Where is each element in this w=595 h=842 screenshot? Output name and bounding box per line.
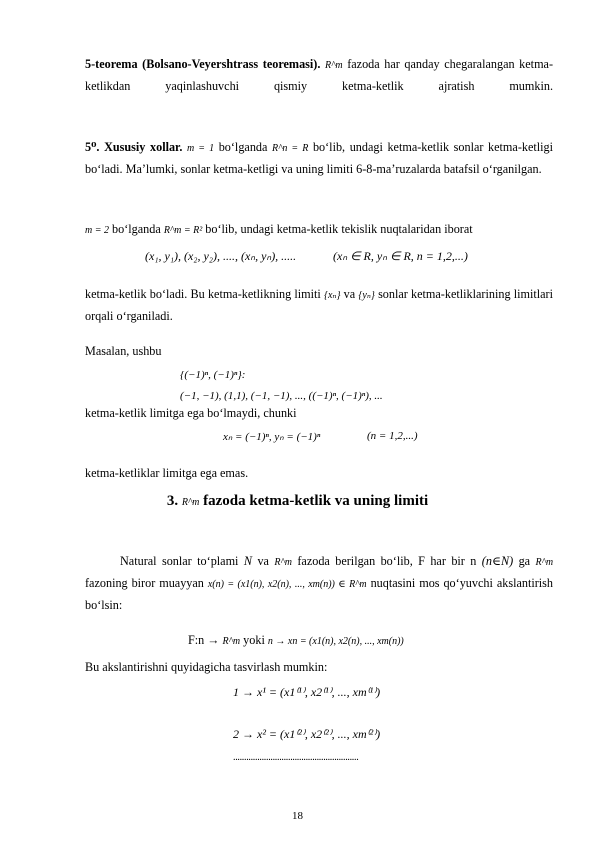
mapping-definition-paragraph (85, 551, 553, 617)
math-m-equals-1: m = 1 (187, 143, 215, 154)
formula-xn-yn: xₙ = (−1)ⁿ, yₙ = (−1)ⁿ (223, 431, 321, 443)
mapping-text-ga: ga (518, 554, 531, 568)
n-in-n: (n∈N) (481, 554, 514, 568)
formula-sequence-condition: (xₙ ∈ R, yₙ ∈ R, n = 1,2,...) (333, 249, 468, 263)
math-rm: R^m (325, 60, 343, 71)
special-cases-paragraph (85, 137, 553, 180)
formula-n-range: (n = 1,2,...) (367, 430, 418, 442)
mapping-text-1: Natural sonlar to‘plami (120, 554, 239, 568)
mapping-text-4: nuqtasini mos qo‘yuvchi akslantirish bo‘lsin: (85, 576, 554, 613)
m2-paragraph (85, 219, 553, 241)
special-cases-lead: 5⁰. Xususiy xollar. (85, 140, 183, 154)
mapping-n-to-xn: n → xn = (x1(n), x2(n), ..., xm(n)) (267, 636, 404, 647)
theorem-5-text: fazoda har qanday chegaralangan ketma-ketlikdan yaqinlashuvchi qismiy ketma-ketlik ajratish mumkin. (85, 57, 554, 94)
set-n: N (243, 554, 253, 568)
limit-paragraph (85, 284, 553, 327)
example-intro: Masalan, ushbu (85, 344, 162, 358)
math-rn-equals-r: R^n = R (272, 143, 309, 154)
no-limit-paragraph: ketma-ketlik limitga ega bo‘lmaydi, chunki (85, 406, 297, 420)
math-rm-equals-r2: R^m = R² (163, 225, 203, 236)
mapping-ellipsis: ......................................................... (233, 752, 359, 763)
special-cases-text: bo‘lib, undagi ketma-ketlik sonlar ketma-ketligi bo‘ladi. Ma’lumki, sonlar ketma-ketligi va uning limiti 6-8-ma’ruzalarda batafsil o‘rganilgan. (85, 140, 554, 177)
page-number: 18 (292, 810, 303, 822)
example-sequence-def: {(−1)ⁿ, (−1)ⁿ}: (180, 369, 246, 381)
text-bolganda: bo‘lganda (218, 140, 268, 154)
limit-text-2: sonlar ketma-ketliklarining limitlari orqali o‘rganiladi. (85, 287, 553, 324)
text-bolganda-2: bo‘lganda (112, 222, 161, 236)
section-math-rm: R^m (181, 497, 200, 508)
mapping-row-2: 2 → x² = (x1⁽²⁾, x2⁽²⁾, ..., xm⁽²⁾) (233, 727, 381, 741)
theorem-5-title: 5-teorema (Bolsano-Veyershtrass teoremasi). (85, 57, 321, 71)
mapping-text-3: fazoning biror muayyan (85, 576, 204, 591)
math-rm-1: R^m (274, 557, 292, 568)
no-limit-conclusion: ketma-ketliklar limitga ega emas. (85, 466, 249, 480)
math-rm-2: R^m (535, 557, 554, 568)
math-point-xn: x(n) = (x1(n), x2(n), ..., xm(n)) ∈ R^m (207, 579, 367, 591)
formula-point-sequence: (x₁, y₁), (x₂, y₂), ...., (xₙ, yₙ), ..... (145, 249, 297, 263)
section-heading (0, 493, 595, 510)
mapping-formula (188, 633, 404, 648)
math-xn: {xₙ} (323, 290, 341, 301)
mapping-row-1: 1 → x¹ = (x1⁽¹⁾, x2⁽¹⁾, ..., xm⁽¹⁾) (233, 685, 381, 699)
m2-text: bo‘lib, undagi ketma-ketlik tekislik nuqtalaridan iborat (205, 222, 473, 236)
theorem-5-paragraph (85, 54, 553, 97)
math-m-equals-2: m = 2 (85, 225, 109, 236)
mapping-text-2: fazoda berilgan bo‘lib, F har bir n (297, 554, 477, 568)
representation-intro: Bu akslantirishni quyidagicha tasvirlash mumkin: (85, 660, 328, 674)
math-yn: {yₙ} (358, 290, 375, 301)
limit-text-va: va (343, 287, 356, 301)
mapping-f: F:n → (188, 633, 223, 647)
mapping-rm: R^m (222, 636, 241, 647)
section-number: 3. (166, 493, 179, 509)
mapping-yoki: yoki (240, 633, 268, 647)
example-sequence-terms: (−1, −1), (1,1), (−1, −1), ..., ((−1)ⁿ, (−1)ⁿ), ... (180, 390, 383, 402)
limit-text-1: ketma-ketlik bo‘ladi. Bu ketma-ketlikning limiti (85, 287, 321, 301)
section-title: fazoda ketma-ketlik va uning limiti (203, 493, 429, 509)
mapping-text-va: va (257, 554, 269, 568)
